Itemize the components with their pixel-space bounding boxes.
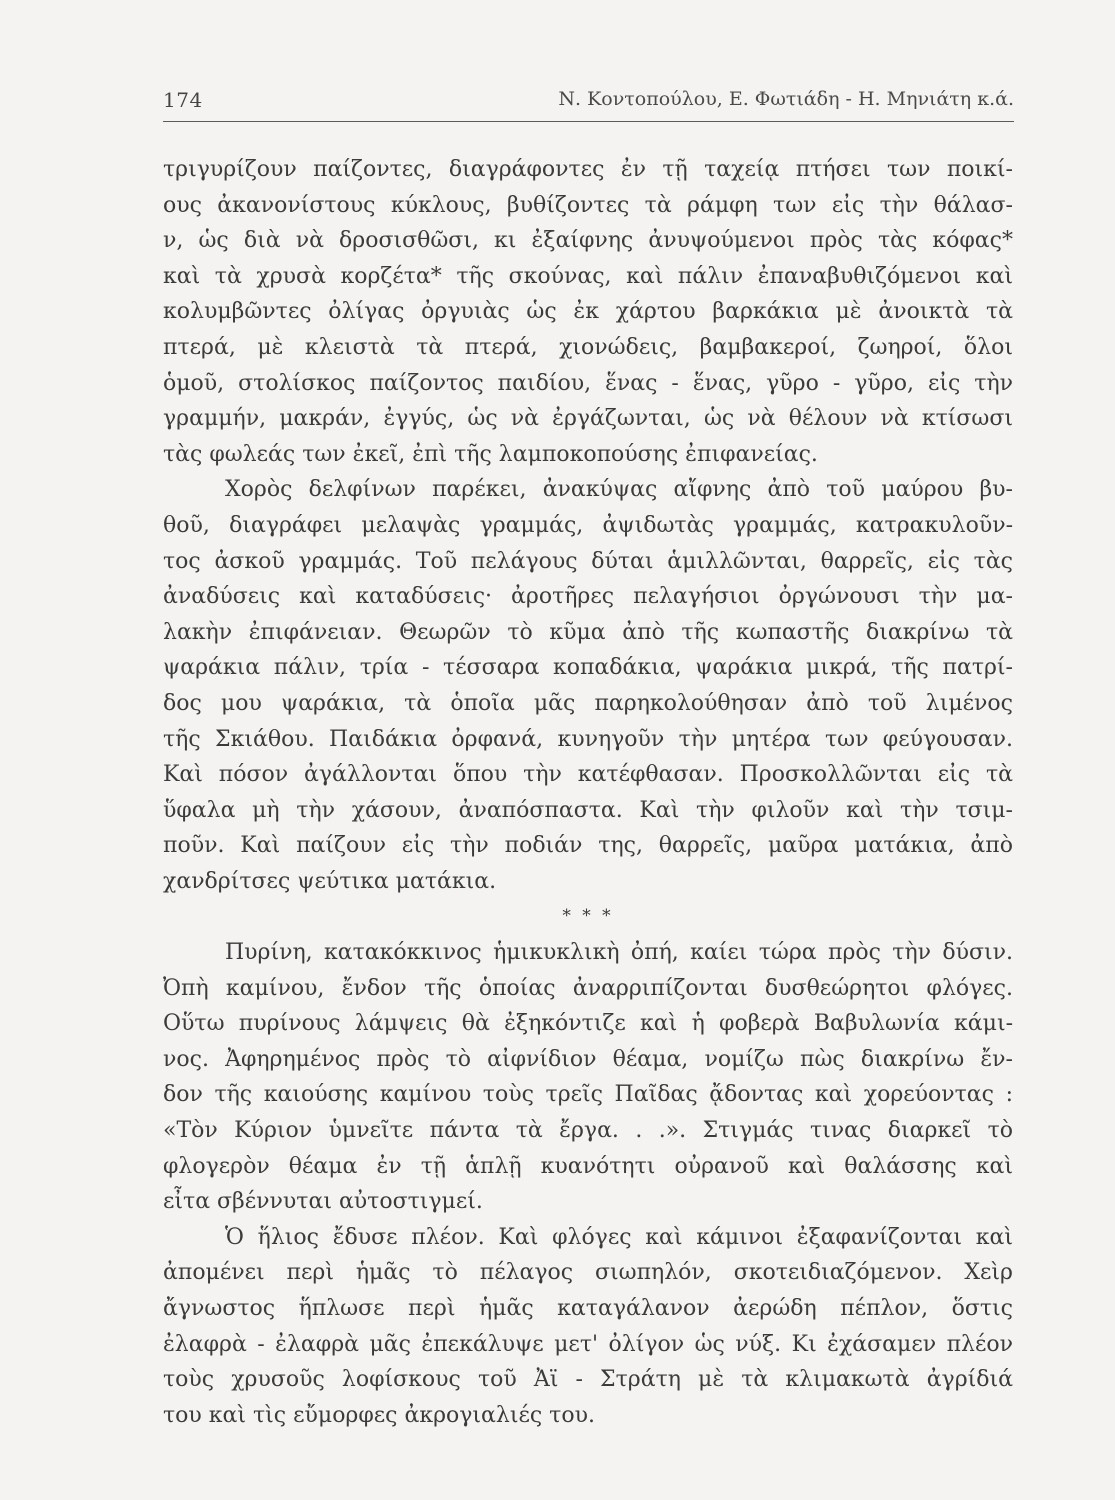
text-line: καὶ τὰ χρυσὰ κορζέτα* τῆς σκούνας, καὶ πάλιν ἐπαναβυθιζόμενοι καὶ <box>163 263 1013 289</box>
paragraph-start-line: Ὁ ἥλιος ἔδυσε πλέον. Καὶ φλόγες καὶ κάμινοι ἐξαφανίζονται καὶ <box>225 1224 1013 1250</box>
section-break-asterisks: * * * <box>562 906 614 927</box>
text-line: θοῦ, διαγράφει μελαψὰς γραμμάς, ἀψιδωτὰς γραμμάς, κατρακυλοῦν- <box>163 512 1013 538</box>
text-line: χανδρίτσες ψεύτικα ματάκια. <box>163 868 497 894</box>
text-line: του καὶ τὶς εὔμορφες ἀκρογιαλιές του. <box>163 1402 595 1428</box>
text-line: ἀπομένει περὶ ἡμᾶς τὸ πέλαγος σιωπηλόν, σκοτειδιαζόμενον. Χεὶρ <box>163 1260 1013 1286</box>
text-line: γραμμήν, μακράν, ἐγγύς, ὡς νὰ ἐργάζωνται, ὡς νὰ θέλουν νὰ κτίσωσι <box>163 406 1013 432</box>
text-line: Οὕτω πυρίνους λάμψεις θὰ ἐξηκόντιζε καὶ ἡ φοβερὰ Βαβυλωνία κάμι- <box>163 1011 1013 1037</box>
text-line: νος. Ἀφηρημένος πρὸς τὸ αἰφνίδιον θέαμα, νομίζω πὼς διακρίνω ἔν- <box>163 1046 1013 1072</box>
text-line: τοὺς χρυσοῦς λοφίσκους τοῦ Ἀϊ - Στράτη μὲ τὰ κλιμακωτὰ ἀγρίδιά <box>163 1367 1013 1393</box>
text-line: λακὴν ἐπιφάνειαν. Θεωρῶν τὸ κῦμα ἀπὸ τῆς κωπαστῆς διακρίνω τὰ <box>163 619 1013 645</box>
text-line: κολυμβῶντες ὀλίγας ὀργυιὰς ὡς ἐκ χάρτου βαρκάκια μὲ ἀνοικτὰ τὰ <box>163 299 1013 325</box>
text-line: ν, ὡς διὰ νὰ δροσισθῶσι, κι ἐξαίφνης ἀνυψούμενοι πρὸς τὰς κόφας* <box>163 228 1013 254</box>
text-line: δον τῆς καιούσης καμίνου τοὺς τρεῖς Παῖδας ᾄδοντας καὶ χορεύοντας : <box>163 1082 1013 1108</box>
header-rule <box>163 121 1014 122</box>
text-line: «Τὸν Κύριον ὑμνεῖτε πάντα τὰ ἔργα. . .». Στιγμάς τινας διαρκεῖ τὸ <box>163 1118 1013 1144</box>
running-head: Ν. Κοντοπούλου, Ε. Φωτιάδη - Η. Μηνιάτη κ.ά. <box>558 88 1014 110</box>
text-line: ὕφαλα μὴ τὴν χάσουν, ἀναπόσπαστα. Καὶ τὴν φιλοῦν καὶ τὴν τσιμ- <box>163 797 1013 823</box>
page-header <box>163 82 1014 118</box>
text-line: Καὶ πόσον ἀγάλλονται ὅπου τὴν κατέφθασαν. Προσκολλῶνται εἰς τὰ <box>163 762 1013 788</box>
page-number: 174 <box>163 88 203 112</box>
text-line: τῆς Σκιάθου. Παιδάκια ὀρφανά, κυνηγοῦν τὴν μητέρα των φεύγουσαν. <box>163 726 1013 752</box>
paragraph-start-line: Χορὸς δελφίνων παρέκει, ἀνακύψας αἴφνης ἀπὸ τοῦ μαύρου βυ- <box>225 477 1013 503</box>
text-line: ποῦν. Καὶ παίζουν εἰς τὴν ποδιάν της, θαρρεῖς, μαῦρα ματάκια, ἀπὸ <box>163 833 1013 859</box>
paragraph-start-line: Πυρίνη, κατακόκκινος ἡμικυκλικὴ ὀπή, καίει τώρα πρὸς τὴν δύσιν. <box>225 940 1013 966</box>
text-line: ἄγνωστος ἥπλωσε περὶ ἡμᾶς καταγάλανον ἀερώδη πέπλον, ὅστις <box>163 1296 1013 1321</box>
text-line: δος μου ψαράκια, τὰ ὁποῖα μᾶς παρηκολούθησαν ἀπὸ τοῦ λιμένος <box>163 690 1013 716</box>
text-line: ἐλαφρὰ - ἐλαφρὰ μᾶς ἐπεκάλυψε μετ' ὀλίγον ὡς νύξ. Κι ἐχάσαμεν πλέον <box>163 1331 1013 1357</box>
text-line: Ὀπὴ καμίνου, ἔνδον τῆς ὁποίας ἀναρριπίζονται δυσθεώρητοι φλόγες. <box>163 975 1013 1001</box>
text-line: ἀναδύσεις καὶ καταδύσεις· ἀροτῆρες πελαγήσιοι ὀργώνουσι τὴν μα- <box>163 584 1013 610</box>
text-line: τὰς φωλεάς των ἐκεῖ, ἐπὶ τῆς λαμποκοπούσης ἐπιφανείας. <box>163 441 818 467</box>
text-line: πτερά, μὲ κλειστὰ τὰ πτερά, χιονώδεις, βαμβακεροί, ζωηροί, ὅλοι <box>163 334 1013 360</box>
text-line: ψαράκια πάλιν, τρία - τέσσαρα κοπαδάκια, ψαράκια μικρά, τῆς πατρί- <box>163 655 1013 681</box>
text-line: τος ἀσκοῦ γραμμάς. Τοῦ πελάγους δύται ἁμιλλῶνται, θαρρεῖς, εἰς τὰς <box>163 548 1013 574</box>
text-line: τριγυρίζουν παίζοντες, διαγράφοντες ἐν τῇ ταχείᾳ πτήσει των ποικί- <box>163 157 1013 182</box>
text-line: φλογερὸν θέαμα ἐν τῇ ἁπλῇ κυανότητι οὐρανοῦ καὶ θαλάσσης καὶ <box>163 1153 1013 1179</box>
text-line: ὁμοῦ, στολίσκος παίζοντος παιδίου, ἕνας - ἕνας, γῦρο - γῦρο, εἰς τὴν <box>163 370 1013 396</box>
body-text <box>163 152 1013 1433</box>
text-line: ους ἀκανονίστους κύκλους, βυθίζοντες τὰ ράμφη των εἰς τὴν θάλασ- <box>163 192 1013 218</box>
text-line: εἶτα σβέννυται αὐτοστιγμεί. <box>163 1189 483 1215</box>
